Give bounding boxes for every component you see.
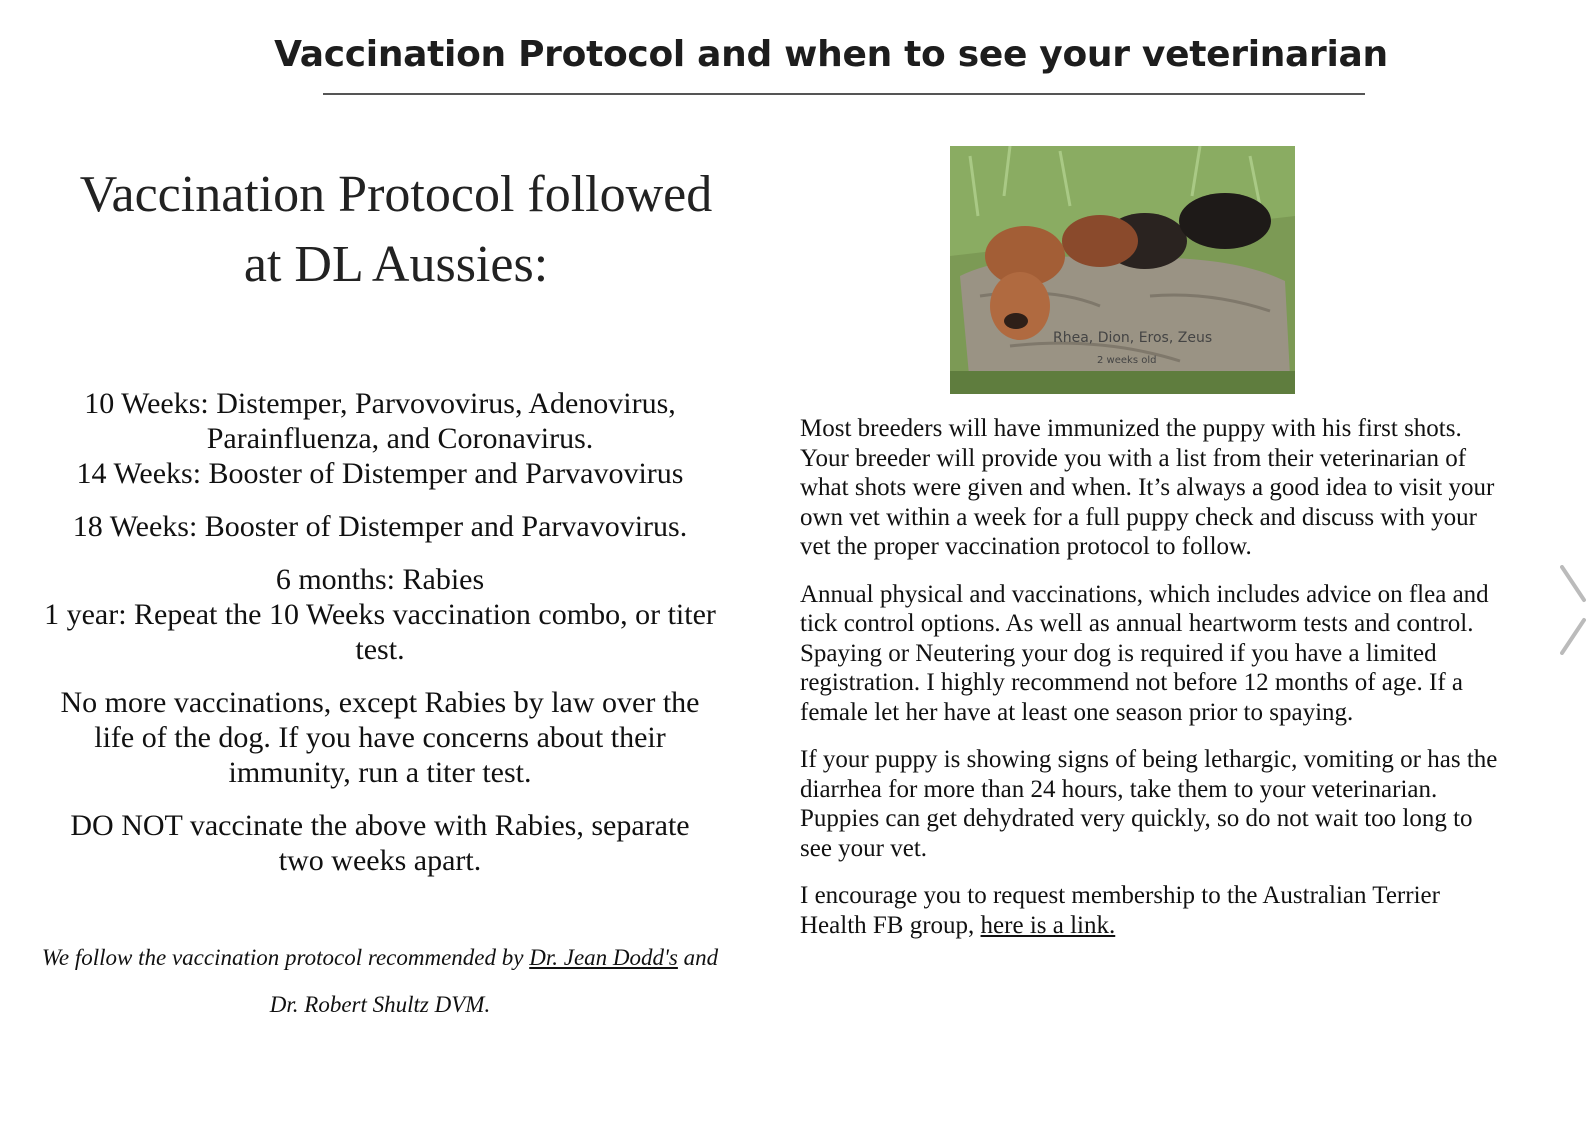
- advice-when-to-see-vet: If your puppy is showing signs of being lethargic, vomiting or has the diarrhea for more than 24 hours, take them to your veterinarian. Puppies can get dehydrated very quickly, so do not wait too long to see your vet.: [800, 746, 1498, 862]
- vaccination-schedule: [30, 386, 730, 878]
- schedule-6-months: 6 months: Rabies: [275, 563, 485, 596]
- schedule-1-year: 1 year: Repeat the 10 Weeks vaccination combo, or titer test.: [44, 598, 716, 666]
- fb-group-text: I encourage you to request membership to the Australian Terrier Health FB group,: [800, 882, 1440, 939]
- protocol-heading: [30, 160, 730, 300]
- photo-caption-names: Rhea, Dion, Eros, Zeus: [1053, 330, 1213, 346]
- schedule-10-weeks-line2: Parainfluenza, and Coronavirus.: [206, 422, 594, 455]
- protocol-credit: [30, 934, 730, 1028]
- protocol-heading-line2: at DL Aussies:: [243, 236, 549, 293]
- advice-annual-physical: Annual physical and vaccinations, which includes advice on flea and tick control options. As well as annual heartworm tests and control. Spaying or Neutering your dog is required if you have a limited registration. I highly recommend not before 12 months of age. If a female let her have at least one season prior to spaying.: [800, 580, 1489, 726]
- page-title: Vaccination Protocol and when to see your veterinarian: [274, 34, 1388, 75]
- jean-dodds-link[interactable]: Dr. Jean Dodd's: [529, 945, 678, 970]
- schedule-14-weeks: 14 Weeks: Booster of Distemper and Parvavovirus: [76, 457, 684, 490]
- credit-middle: and: [677, 945, 719, 970]
- schedule-do-not: DO NOT vaccinate the above with Rabies, separate two weeks apart.: [70, 809, 690, 877]
- fb-group-link[interactable]: here is a link.: [980, 911, 1116, 939]
- advice-fb-group: [800, 881, 1505, 940]
- schedule-no-more: No more vaccinations, except Rabies by law over the life of the dog. If you have concerns about their immunity, run a titer test.: [60, 686, 700, 789]
- schedule-10-weeks-line1: 10 Weeks: Distemper, Parvovovirus, Adenovirus,: [84, 387, 676, 420]
- credit-line2: Dr. Robert Shultz DVM.: [269, 992, 491, 1017]
- title-divider: [323, 93, 1365, 95]
- advice-first-shots: Most breeders will have immunized the puppy with his first shots. Your breeder will provide you with a list from their veterinarian of what shots were given and when. It’s always a good idea to visit your own vet within a week for a full puppy check and discuss with your vet the proper vaccination protocol to follow.: [800, 415, 1495, 560]
- photo-caption-age: 2 weeks old: [1097, 355, 1157, 366]
- protocol-heading-line1: Vaccination Protocol followed: [79, 166, 713, 223]
- chevron-right-icon[interactable]: [1560, 565, 1586, 655]
- schedule-10-weeks: [30, 386, 730, 456]
- vet-advice-column: [800, 414, 1505, 958]
- credit-prefix: We follow the vaccination protocol recommended by: [41, 945, 530, 970]
- schedule-18-weeks: 18 Weeks: Booster of Distemper and Parvavovirus.: [72, 510, 688, 543]
- vaccination-schedule-column: [30, 160, 730, 1028]
- puppies-photo: [950, 146, 1295, 394]
